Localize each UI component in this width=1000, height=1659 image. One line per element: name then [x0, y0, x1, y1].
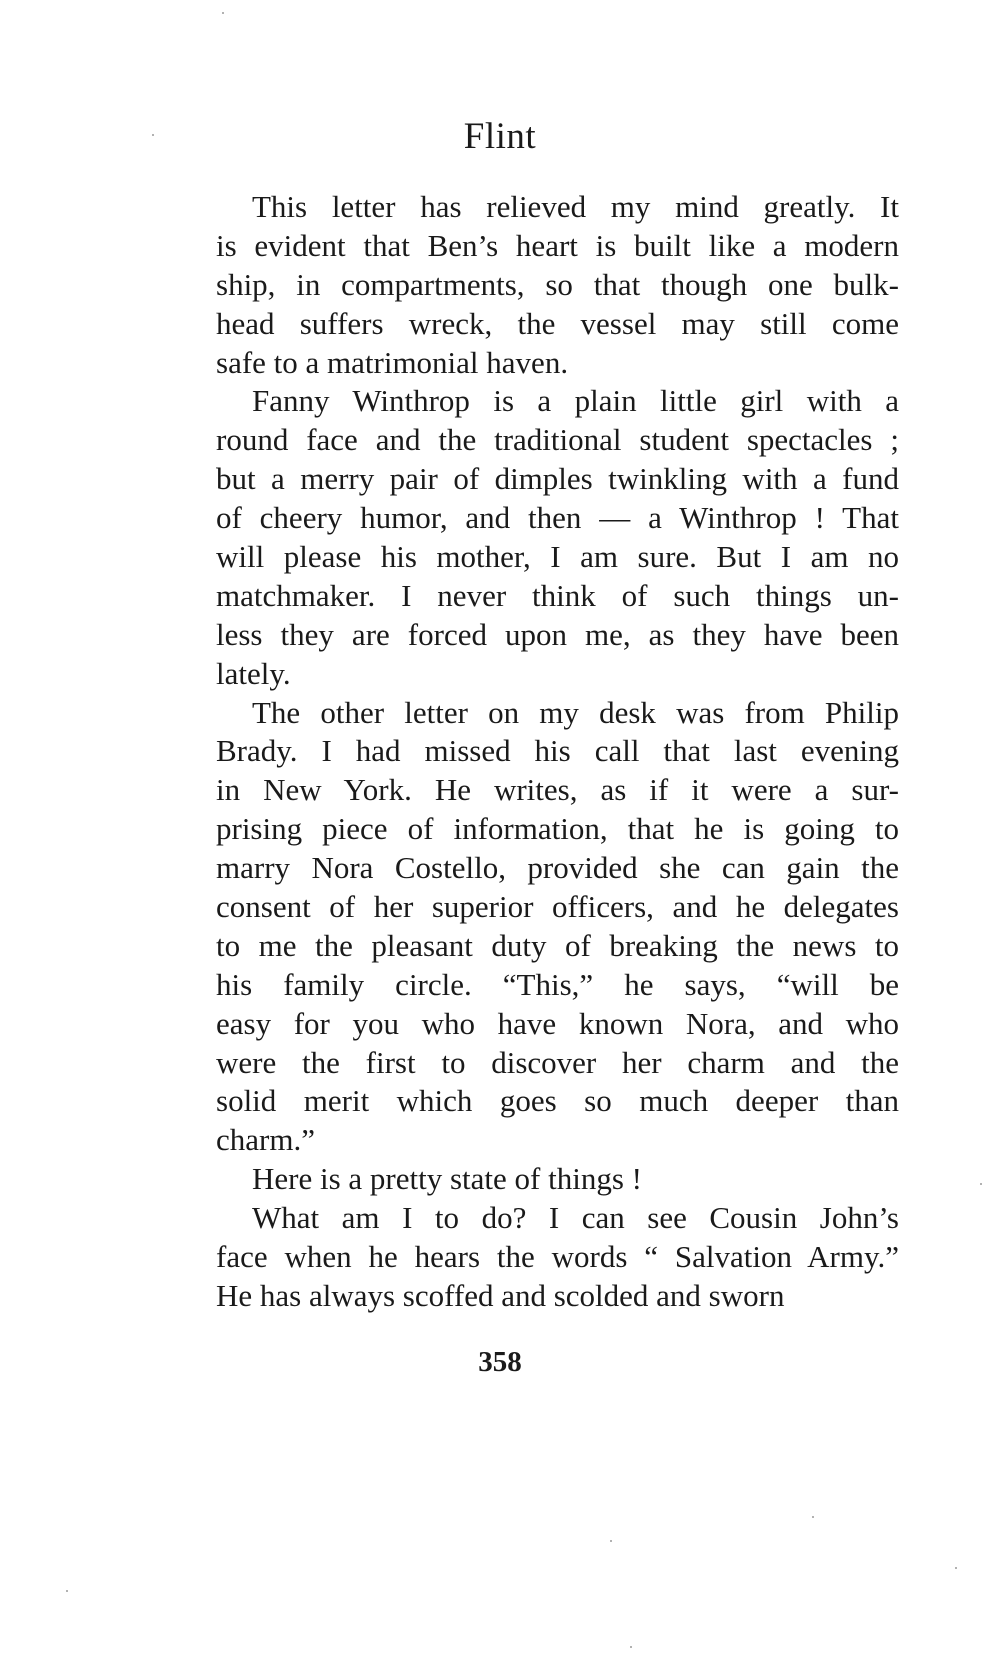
scan-speck [812, 1516, 814, 1518]
text-line: Here is a pretty state of things ! [252, 1161, 642, 1197]
text-line: consent of her superior officers, and he delegates [216, 889, 899, 925]
text-line: his family circle. “This,” he says, “will be [216, 966, 899, 1002]
scan-speck [630, 1646, 632, 1648]
paragraph [216, 694, 899, 1161]
text-line: of cheery humor, and then — a Winthrop ! That [216, 500, 899, 536]
paragraph [216, 1160, 899, 1199]
text-line: lately. [216, 655, 291, 691]
text-line: safe to a matrimonial haven. [216, 344, 569, 380]
paragraph [216, 382, 899, 693]
text-line: prising piece of information, that he is going to [216, 811, 899, 847]
scan-speck [980, 1183, 982, 1185]
body-text [216, 188, 899, 1316]
text-line: charm.” [216, 1122, 315, 1158]
scan-speck [955, 1567, 957, 1569]
text-line: were the first to discover her charm and the [216, 1044, 899, 1080]
text-line: solid merit which goes so much deeper than [216, 1083, 899, 1119]
scan-speck [610, 1540, 612, 1542]
text-line: He has always scoffed and scolded and sworn [216, 1277, 785, 1313]
text-line: less they are forced upon me, as they have been [216, 616, 899, 652]
text-line: easy for you who have known Nora, and who [216, 1005, 899, 1041]
text-line: Brady. I had missed his call that last evening [216, 733, 899, 769]
scan-speck [66, 1590, 68, 1592]
running-head: Flint [463, 116, 537, 157]
text-line: marry Nora Costello, provided she can gain the [216, 850, 899, 886]
text-line: ship, in compartments, so that though one bulk- [216, 266, 899, 302]
text-line: to me the pleasant duty of breaking the news to [216, 927, 899, 963]
text-line: The other letter on my desk was from Philip [252, 694, 899, 730]
text-line: This letter has relieved my mind greatly. It [252, 189, 899, 224]
paragraph [216, 1199, 899, 1316]
text-line: but a merry pair of dimples twinkling with a fund [216, 461, 899, 497]
text-line: in New York. He writes, as if it were a sur- [216, 772, 899, 808]
scan-speck [152, 134, 154, 136]
page-number: 358 [478, 1346, 522, 1378]
scan-speck [222, 12, 224, 14]
text-line: round face and the traditional student spectacles ; [216, 422, 899, 458]
text-line: face when he hears the words “ Salvation Army.” [216, 1239, 899, 1275]
text-line: head suffers wreck, the vessel may still come [216, 305, 899, 341]
text-line: is evident that Ben’s heart is built like a modern [216, 227, 899, 263]
text-line: will please his mother, I am sure. But I am no [216, 539, 899, 575]
text-line: What am I to do? I can see Cousin John’s [252, 1200, 899, 1236]
text-line: Fanny Winthrop is a plain little girl with a [252, 383, 899, 419]
paragraph [216, 188, 899, 382]
text-line: matchmaker. I never think of such things un- [216, 577, 899, 613]
